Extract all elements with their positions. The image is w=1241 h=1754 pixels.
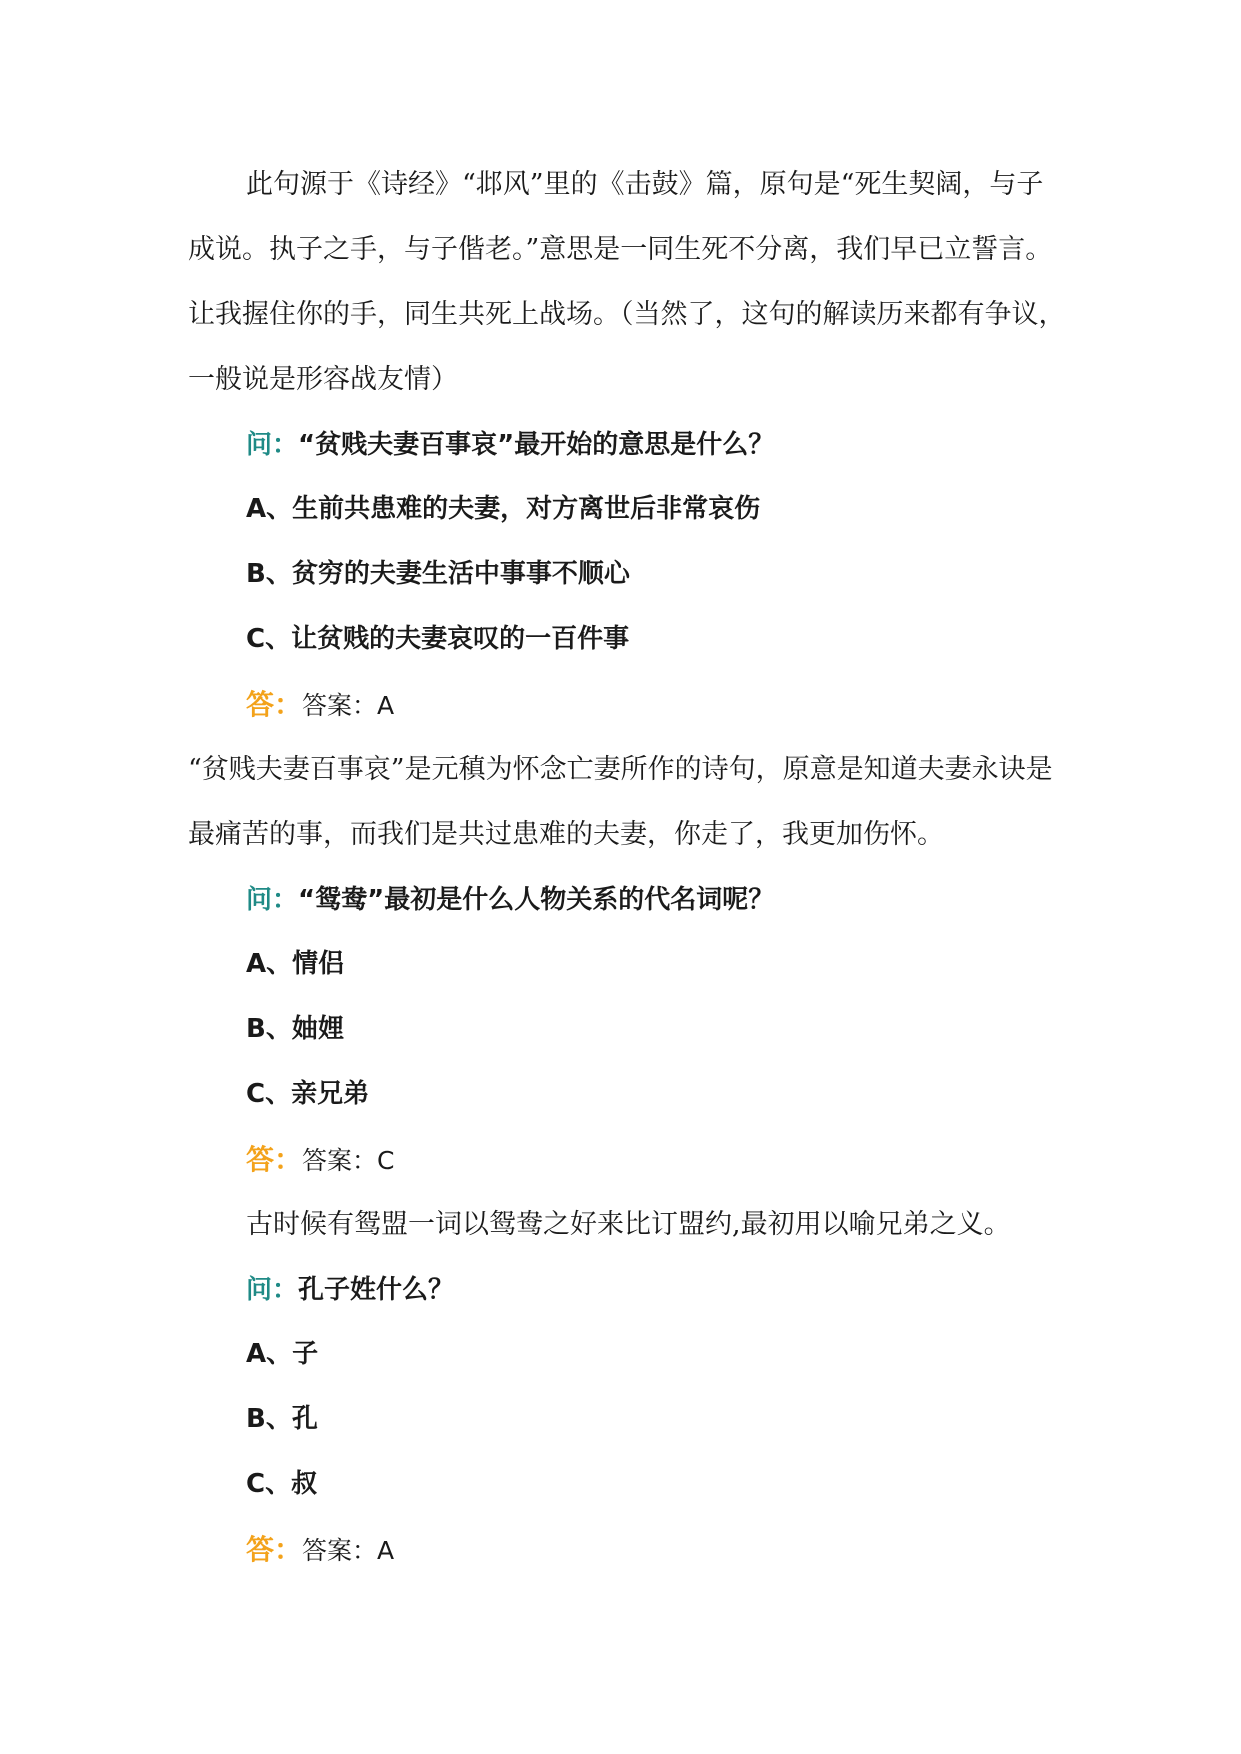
option-2a: A、情侣 bbox=[246, 949, 345, 979]
option-1b: B、贫穷的夫妻生活中事事不顺心 bbox=[246, 559, 630, 589]
answer-text: 答案：C bbox=[302, 1146, 395, 1175]
question-text: “贫贱夫妻百事哀”最开始的意思是什么？ bbox=[298, 430, 775, 460]
option-2c: C、亲兄弟 bbox=[246, 1079, 370, 1109]
question-1 bbox=[188, 412, 1068, 477]
option-3c: C、叔 bbox=[246, 1469, 318, 1499]
question-2 bbox=[188, 867, 1068, 932]
answer-text: 答案：A bbox=[302, 1536, 395, 1565]
intro-paragraph: 此句源于《诗经》“邶风”里的《击鼓》篇，原句是“死生契阔，与子成说。执子之手，与子偕老。”意思是一同生死不分离，我们早已立誓言。让我握住你的手，同生共死上战场。（当然了，这句的解读历来都有争议，一般说是形容战友情） bbox=[188, 169, 1066, 395]
question-label: 问： bbox=[246, 885, 299, 915]
option-1c: C、让贫贱的夫妻哀叹的一百件事 bbox=[246, 624, 630, 654]
option-3b: B、孔 bbox=[246, 1404, 318, 1434]
answer-text: 答案：A bbox=[302, 691, 395, 720]
answer-label: 答： bbox=[246, 688, 303, 721]
answer-2 bbox=[188, 1127, 1068, 1192]
answer-label: 答： bbox=[246, 1143, 303, 1176]
answer-1 bbox=[188, 672, 1068, 737]
explanation-1: “贫贱夫妻百事哀”是元稹为怀念亡妻所作的诗句，原意是知道夫妻永诀是最痛苦的事，而我们是共过患难的夫妻，你走了，我更加伤怀。 bbox=[188, 754, 1053, 850]
option-1a: A、生前共患难的夫妻，对方离世后非常哀伤 bbox=[246, 494, 761, 524]
answer-3 bbox=[188, 1517, 1068, 1582]
explanation-2: 古时候有鸳盟一词以鸳鸯之好来比订盟约,最初用以喻兄弟之义。 bbox=[246, 1209, 1011, 1240]
option-3a: A、子 bbox=[246, 1339, 319, 1369]
question-text: 孔子姓什么？ bbox=[298, 1275, 455, 1305]
question-label: 问： bbox=[246, 1275, 299, 1305]
document-body bbox=[188, 152, 1068, 1582]
question-text: “鸳鸯”最初是什么人物关系的代名词呢？ bbox=[298, 885, 775, 915]
question-label: 问： bbox=[246, 430, 299, 460]
answer-label: 答： bbox=[246, 1533, 303, 1566]
question-3 bbox=[188, 1257, 1068, 1322]
option-2b: B、妯娌 bbox=[246, 1014, 344, 1044]
